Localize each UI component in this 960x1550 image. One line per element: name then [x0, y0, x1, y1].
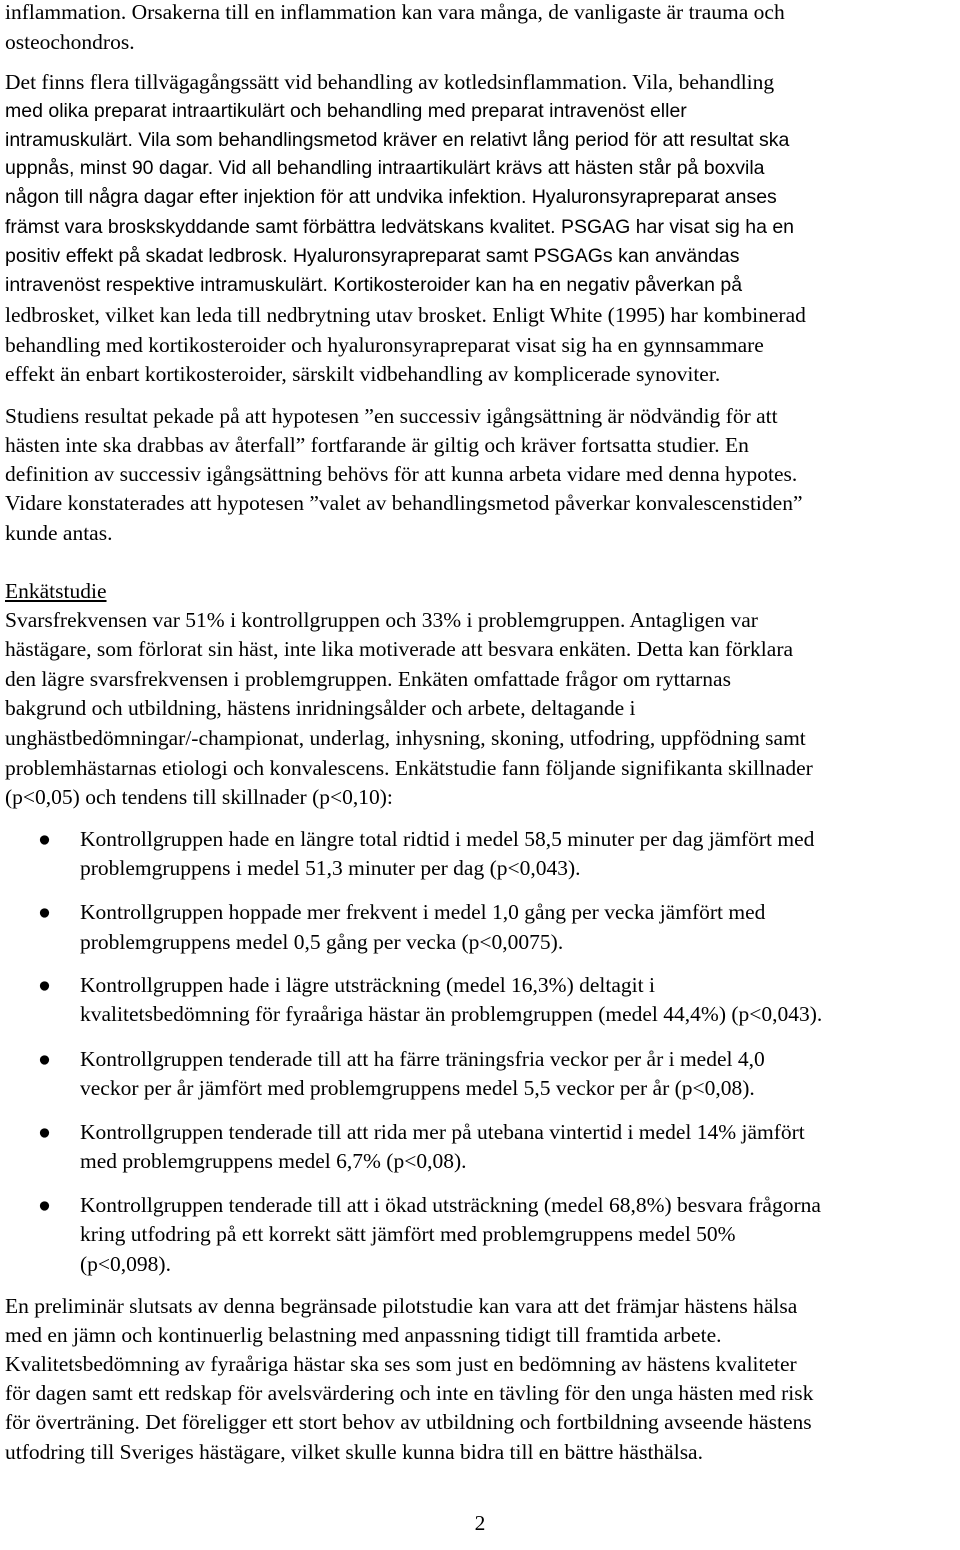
list-item-line: Kontrollgruppen tenderade till att rida mer på utebana vintertid i medel 14% jämfört [80, 1120, 805, 1144]
text-line: Svarsfrekvensen var 51% i kontrollgruppen och 33% i problemgruppen. Antagligen var [5, 608, 758, 632]
text-line: för överträning. Det föreligger ett stort behov av utbildning och fortbildning avseende hästens [5, 1410, 812, 1434]
text-line: kunde antas. [5, 521, 113, 545]
list-item-line: Kontrollgruppen hade en längre total ridtid i medel 58,5 minuter per dag jämfört med [80, 827, 815, 851]
text-line: bakgrund och utbildning, hästens inridningsålder och arbete, deltagande i [5, 696, 636, 720]
text-line: med en jämn och kontinuerlig belastning med anpassning tidigt till framtida arbete. [5, 1323, 722, 1347]
text-line: positiv effekt på skadat ledbrosk. Hyaluronsyrapreparat samt PSGAGs kan användas [5, 245, 740, 267]
list-item-line: problemgruppens medel 0,5 gång per vecka (p<0,0075). [80, 930, 564, 954]
text-line: Det finns flera tillvägagångssätt vid behandling av kotledsinflammation. Vila, behandling [5, 70, 775, 94]
list-item-line: (p<0,098). [80, 1252, 171, 1276]
list-item-line: Kontrollgruppen hade i lägre utsträckning (medel 16,3%) deltagit i [80, 973, 655, 997]
text-line: för dagen samt ett redskap för avelsvärdering och inte en tävling för den unga hästen med risk [5, 1381, 814, 1405]
list-item-line: Kontrollgruppen tenderade till att ha färre träningsfria veckor per år i medel 4,0 [80, 1047, 765, 1071]
text-line: definition av successiv igångsättning behövs för att kunna arbeta vidare med denna hypotes. [5, 462, 798, 486]
text-line: någon till några dagar efter injektion för att undvika infektion. Hyaluronsyrapreparat anses [5, 186, 777, 208]
text-line: ledbrosket, vilket kan leda till nedbrytning utav brosket. Enligt White (1995) har kombinerad [5, 303, 806, 327]
bullet-icon: ● [38, 1047, 51, 1071]
text-line: hästen inte ska drabbas av återfall” fortfarande är giltig och kräver fortsatta studier. En [5, 433, 749, 457]
text-line: intramuskulärt. Vila som behandlingsmetod kräver en relativt lång period för att resultat ska [5, 129, 790, 151]
text-line: behandling med kortikosteroider och hyaluronsyrapreparat visat sig ha en gynnsammare [5, 333, 764, 357]
text-line: den lägre svarsfrekvensen i problemgruppen. Enkäten omfattade frågor om ryttarnas [5, 667, 731, 691]
text-line: intravenöst respektive intramuskulärt. Kortikosteroider kan ha en negativ påverkan på [5, 274, 743, 296]
text-line: utfodring till Sveriges hästägare, vilket skulle kunna bidra till en bättre hästhälsa. [5, 1440, 703, 1464]
text-line: En preliminär slutsats av denna begränsade pilotstudie kan vara att det främjar hästens hälsa [5, 1294, 798, 1318]
text-line: Kvalitetsbedömning av fyraåriga hästar ska ses som just en bedömning av hästens kvaliteter [5, 1352, 797, 1376]
list-item-line: veckor per år jämfört med problemgruppens medel 5,5 veckor per år (p<0,08). [80, 1076, 755, 1100]
text-line: unghästbedömningar/-championat, underlag, inhysning, skoning, utfodring, uppfödning samt [5, 726, 806, 750]
page-number: 2 [474, 1511, 486, 1535]
text-line: effekt än enbart kortikosteroider, särskilt vidbehandling av komplicerade synoviter. [5, 362, 721, 386]
bullet-icon: ● [38, 900, 51, 924]
list-item-line: kvalitetsbedömning för fyraåriga hästar än problemgruppen (medel 44,4%) (p<0,043). [80, 1002, 823, 1026]
list-item-line: kring utfodring på ett korrekt sätt jämfört med problemgruppens medel 50% [80, 1222, 736, 1246]
text-line: främst vara broskskyddande samt förbättra ledvätskans kvalitet. PSGAG har visat sig ha en [5, 216, 795, 238]
list-item-line: Kontrollgruppen tenderade till att i ökad utsträckning (medel 68,8%) besvara frågorna [80, 1193, 821, 1217]
text-line: problemhästarnas etiologi och konvalescens. Enkätstudie fann följande signifikanta skillnader [5, 756, 813, 780]
bullet-icon: ● [38, 1193, 51, 1217]
text-line: inflammation. Orsakerna till en inflammation kan vara många, de vanligaste är trauma och [5, 0, 785, 24]
list-item-line: Kontrollgruppen hoppade mer frekvent i medel 1,0 gång per vecka jämfört med [80, 900, 766, 924]
text-line: Studiens resultat pekade på att hypotesen ”en successiv igångsättning är nödvändig för att [5, 404, 778, 428]
list-item-line: problemgruppens i medel 51,3 minuter per dag (p<0,043). [80, 856, 581, 880]
bullet-icon: ● [38, 1120, 51, 1144]
text-line: osteochondros. [5, 30, 135, 54]
text-line: Vidare konstaterades att hypotesen ”valet av behandlingsmetod påverkar konvalescenstiden” [5, 491, 803, 515]
text-line: hästägare, som förlorat sin häst, inte lika motiverade att besvara enkäten. Detta kan förklara [5, 637, 794, 661]
list-item-line: med problemgruppens medel 6,7% (p<0,08). [80, 1149, 467, 1173]
bullet-icon: ● [38, 973, 51, 997]
text-line: uppnås, minst 90 dagar. Vid all behandling intraartikulärt krävs att hästen står på boxvila [5, 157, 765, 179]
text-line: med olika preparat intraartikulärt och behandling med preparat intravenöst eller [5, 100, 687, 122]
bullet-icon: ● [38, 827, 51, 851]
text-line: (p<0,05) och tendens till skillnader (p<0,10): [5, 785, 393, 809]
section-heading: Enkätstudie [5, 579, 107, 603]
